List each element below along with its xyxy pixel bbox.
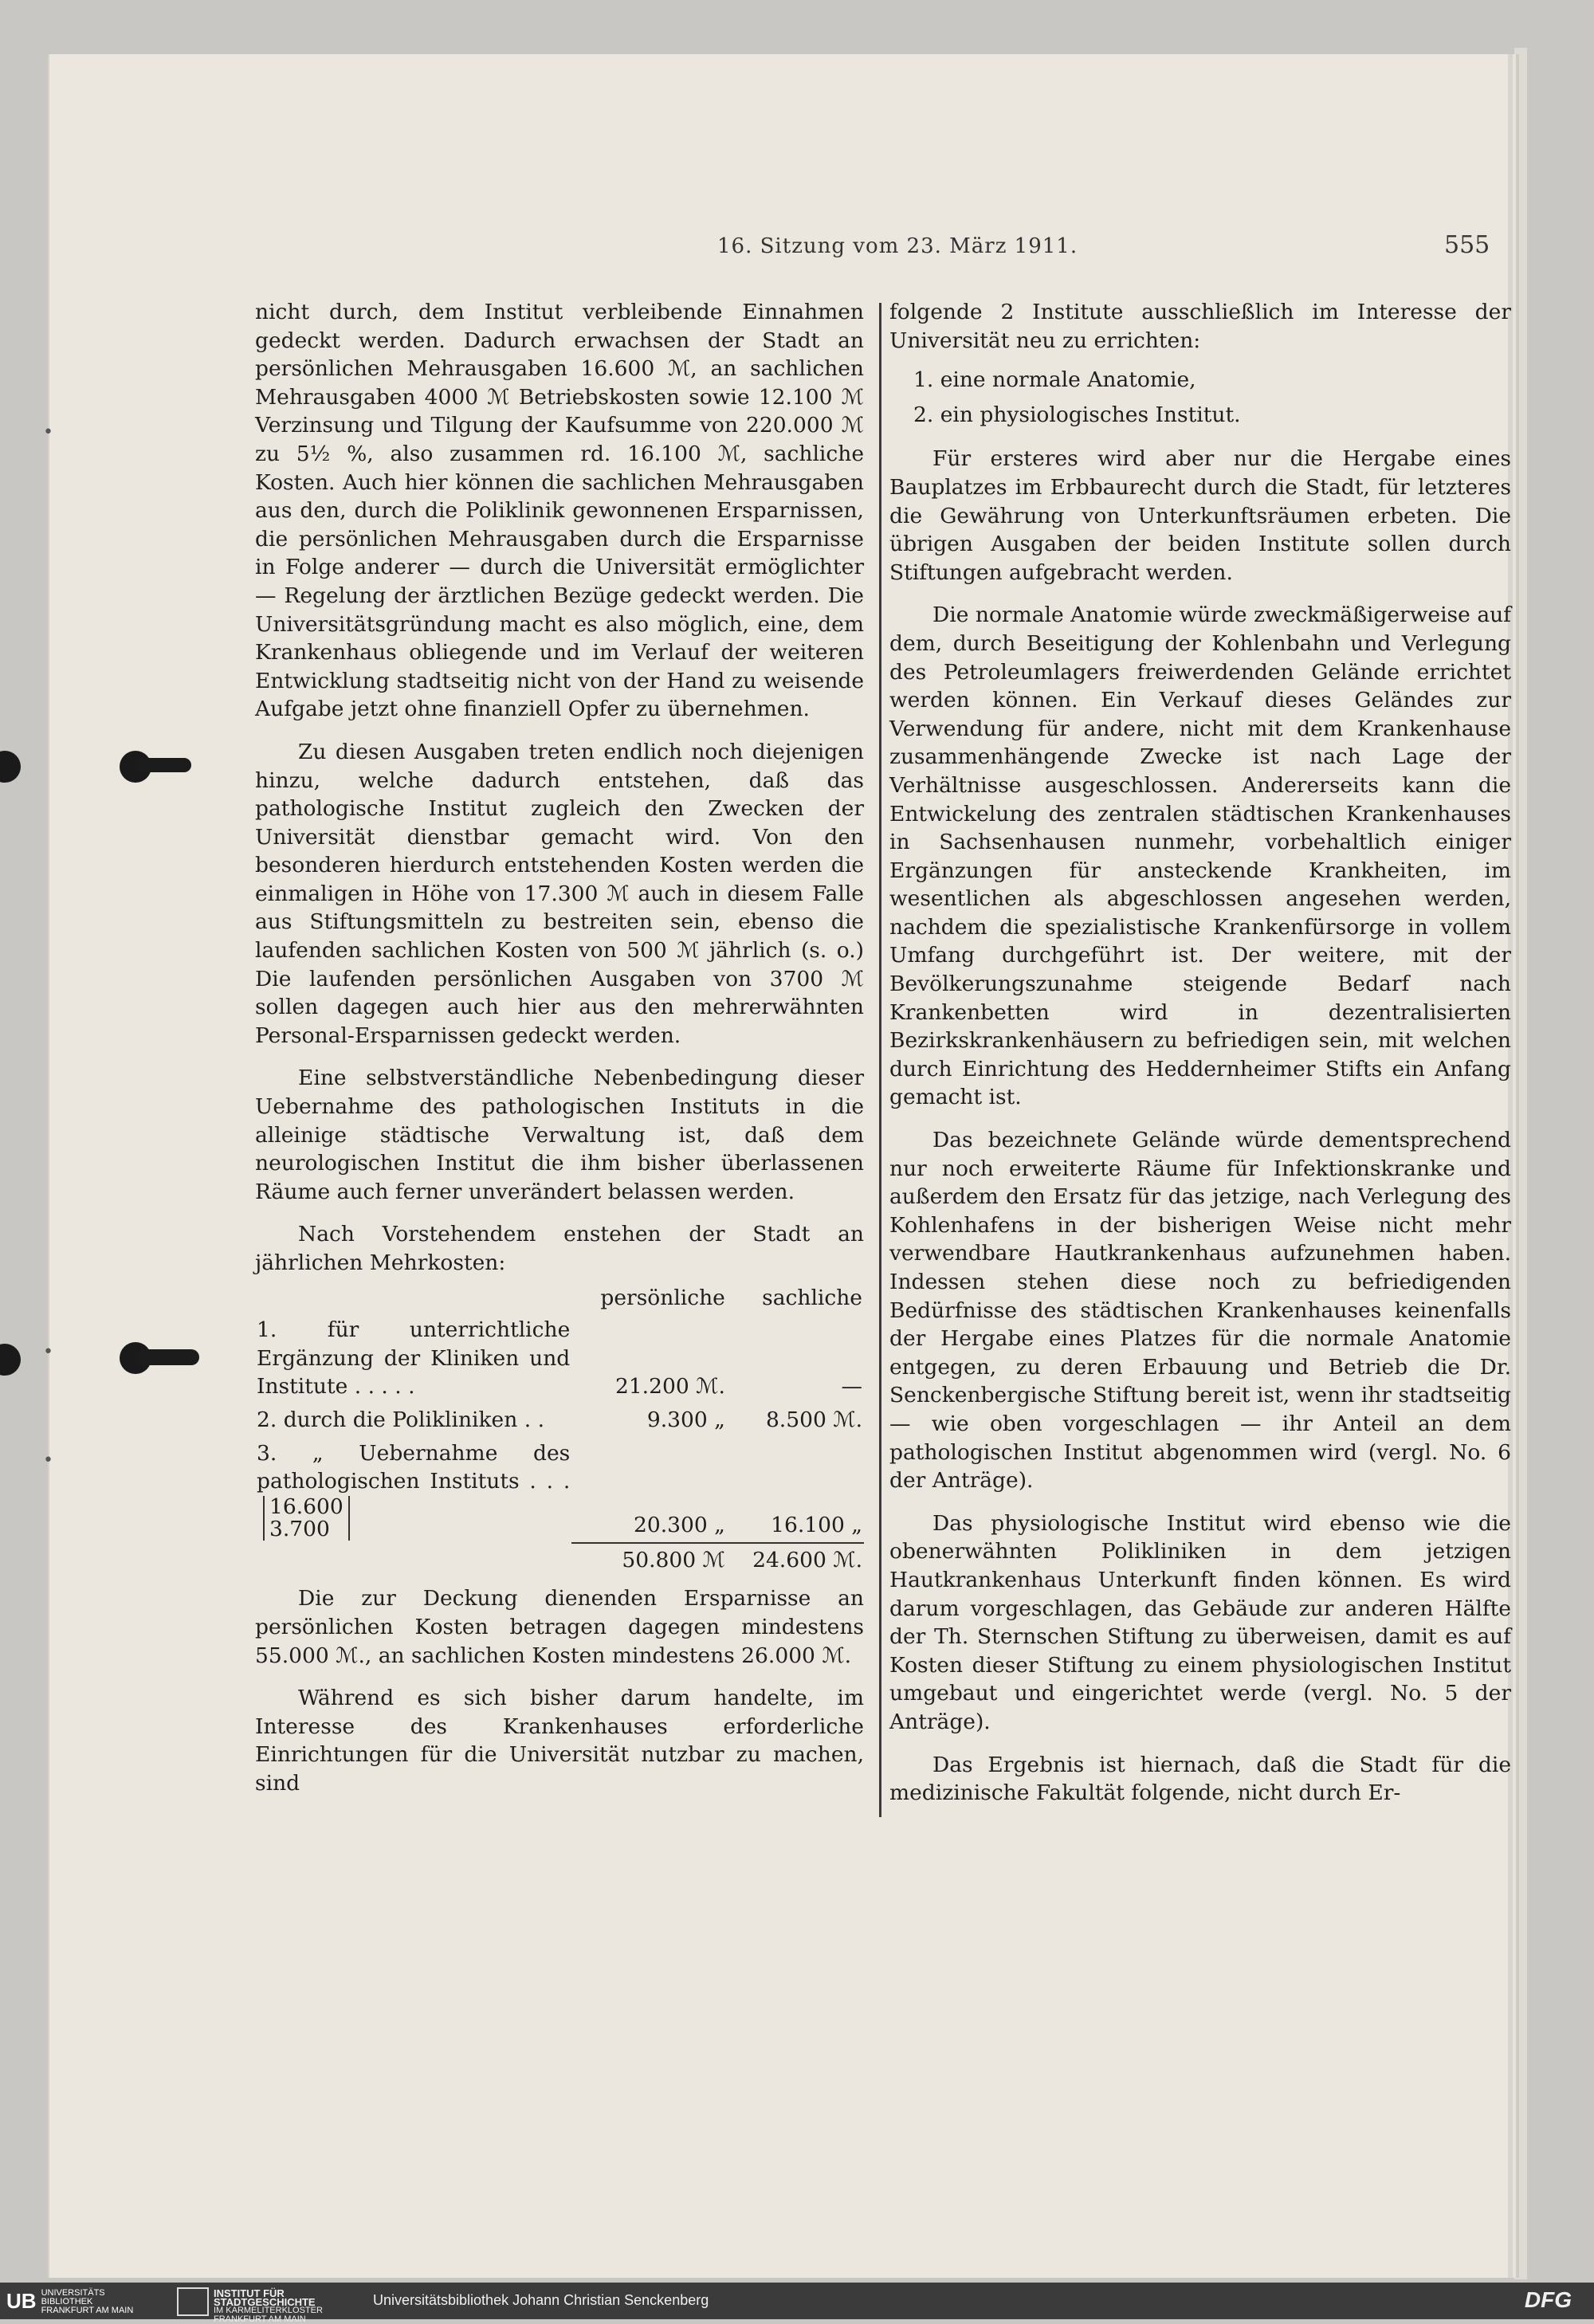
- paragraph: folgende 2 Institute ausschließlich im Interesse der Universität neu zu errichten:: [889, 300, 1511, 353]
- table-row: [255, 1313, 864, 1403]
- inner-value: 16.600: [269, 1494, 344, 1519]
- punch-hole-upper: [0, 751, 21, 783]
- paragraph: nicht durch, dem Institut verbleibende Einnahmen gedeckt werden. Dadurch erwachsen der Stadt an persönlichen Mehrausgaben 16.600 ℳ, an sachlichen Mehrausgaben 4000 ℳ Betriebskosten sowie 12.100 ℳ Verzinsung und Tilgung der Kaufsumme von 220.000 ℳ zu 5½ %, also zusammen rd. 16.100 ℳ, sachliche Kosten. Auch hier können die sachlichen Mehrausgaben aus den, durch die Poliklinik gewonnenen Ersparnissen, die persönlichen Mehrausgaben durch die Ersparnisse in Folge anderer — durch die Universität ermöglichter — Regelung der ärztlichen Bezüge gedeckt werden. Die Universitätsgründung macht es also möglich, eine, dem Krankenhaus obliegende und im Verlauf der weiteren Entwicklung stadtseitig nicht von der Hand zu weisende Aufgabe jetzt ohne finanziell Opfer zu übernehmen.: [255, 300, 864, 722]
- column-header-personal: persönliche: [600, 1285, 725, 1310]
- margin-tick: •: [43, 1451, 53, 1470]
- row-label: 2. durch die Polikliniken . .: [257, 1407, 544, 1432]
- inner-value: 3.700: [269, 1516, 330, 1541]
- cell-material: —: [841, 1374, 862, 1400]
- binder-slot-upper: [135, 758, 191, 772]
- margin-tick: •: [43, 422, 53, 442]
- binder-slot-lower: [135, 1349, 199, 1365]
- punch-hole-lower: [0, 1344, 21, 1376]
- isg-logo-icon[interactable]: [177, 2287, 209, 2316]
- paragraph: Die normale Anatomie würde zweckmäßigerweise auf dem, durch Beseitigung der Kohlenbahn und Verlegung des Petroleumlagers freiwerdenden Gelände errichtet werden können. Ein Verkauf dieses Geländes zur Verwendung für andere, nicht mit dem Krankenhause zusammenhängende Zwecke ist nach Lage der Verhältnisse ausgeschlossen. Andererseits kann die Entwickelung des zentralen städtischen Krankenhauses in Sachsenhausen nunmehr, vorbehaltlich einiger Ergänzungen für ansteckende Krankheiten, im wesentlichen als abgeschlossen angesehen werden, nachdem die spezialistische Krankenfürsorge in vollem Umfang durchgeführt ist. Der weitere, mit der Bevölkerungszunahme steigende Bedarf nach Krankenbetten wird in dezentralisierten Bezirkskrankenhäusern zu befriedigen sein, mit welchen durch Einrichtung des Heddernheimer Stifts ein Anfang gemacht ist.: [889, 603, 1511, 1110]
- paragraph: Die zur Deckung dienenden Ersparnisse an persönlichen Kosten betragen dagegen mindestens 55.000 ℳ., an sachlichen Kosten mindestens 26.000 ℳ.: [255, 1586, 864, 1668]
- row-label: 3. „ Uebernahme des pathologischen Instituts . . .: [257, 1440, 571, 1494]
- cell-material: 8.500 ℳ.: [765, 1407, 862, 1432]
- column-header-material: sachliche: [762, 1285, 862, 1310]
- list-item: 2. ein physiologisches Institut.: [913, 402, 1241, 427]
- paragraph: Für ersteres wird aber nur die Hergabe eines Bauplatzes im Erbbaurecht durch die Stadt, für letzteres die Gewährung von Unterkunftsräumen erbeten. Die übrigen Ausgaben der beiden Institute sollen durch Stiftungen aufgebracht werden.: [889, 446, 1511, 585]
- cell-personal: 9.300 „: [646, 1407, 725, 1432]
- table-row: [255, 1437, 864, 1543]
- paragraph: Eine selbstverständliche Nebenbedingung dieser Uebernahme des pathologischen Instituts in die alleinige städtische Verwaltung ist, daß dem neurologischen Institut die ihm bisher überlassenen Räume auch ferner unverändert belassen werden.: [255, 1066, 864, 1204]
- ub-logo-subtitle: UNIVERSITÄTS BIBLIOTHEK FRANKFURT AM MAIN: [41, 2288, 134, 2315]
- isg-logo-text: [214, 2289, 357, 2324]
- paragraph: Das physiologische Institut wird ebenso wie die obenerwähnten Polikliniken in dem jetzigen Hautkrankenhaus Unterkunft finden können. Es wird darum vorgeschlagen, das Gebäude zur anderen Hälfte der Th. Sternschen Stiftung zu überweisen, damit es auf Kosten dieser Stiftung zu einem physiologischen Institut umgebaut und eingerichtet werde (vergl. No. 5 der Anträge).: [889, 1510, 1511, 1734]
- sum-row: [255, 1543, 864, 1577]
- page-stack-edge: [1514, 48, 1527, 2279]
- page-number: 555: [1444, 231, 1490, 259]
- dfg-logo[interactable]: DFG: [1524, 2287, 1572, 2312]
- isg-title: INSTITUT FÜR STADTGESCHICHTE: [214, 2287, 316, 2308]
- right-column: [889, 298, 1511, 1808]
- paragraph: Nach Vorstehendem enstehen der Stadt an jährlichen Mehrkosten:: [255, 1222, 864, 1275]
- library-name[interactable]: Universitätsbibliothek Johann Christian Senckenberg: [373, 2292, 709, 2308]
- column-divider: [879, 303, 881, 1817]
- running-header: 16. Sitzung vom 23. März 1911.: [717, 234, 1078, 258]
- cell-personal: 21.200 ℳ.: [614, 1374, 725, 1400]
- inner-breakdown: [263, 1496, 350, 1541]
- paragraph: Das bezeichnete Gelände würde dementsprechend nur noch erweiterte Räume für Infektionskranke und außerdem den Ersatz für das jetzige, nach Verlegung des Kohlenhafens in der bisherigen Weise nicht mehr verwendbare Hautkrankenhaus aufzunehmen haben. Indessen stehen diese noch zu befriedigenden Bedürfnisse des städtischen Krankenhauses keinenfalls der Hergabe eines Platzes für die normale Anatomie entgegen, zu deren Erbauung und Betrieb die Dr. Senckenbergische Stiftung bereit ist, wenn ihr stadtseitig — wie oben vorgeschlagen — ihr Anteil an dem pathologischen Institut abgenommen wird (vergl. No. 6 der Anträge).: [889, 1128, 1511, 1494]
- ub-logo[interactable]: [6, 2289, 145, 2315]
- sum-personal: 50.800 ℳ: [571, 1543, 727, 1577]
- cell-personal: 20.300 „: [633, 1513, 725, 1538]
- list-item: 1. eine normale Anatomie,: [913, 367, 1196, 393]
- table-row: [255, 1403, 864, 1437]
- cell-material: 16.100 „: [771, 1513, 862, 1538]
- isg-subtitle: IM KARMELITERKLOSTER FRANKFURT AM MAIN: [214, 2306, 323, 2324]
- viewer-footer-bar: [0, 2283, 1594, 2324]
- left-column: [255, 298, 864, 1798]
- sum-material: 24.600 ℳ.: [727, 1543, 864, 1577]
- institute-list: [913, 366, 1511, 429]
- margin-tick: •: [43, 1342, 53, 1362]
- paragraph: Zu diesen Ausgaben treten endlich noch diejenigen hinzu, welche dadurch entstehen, daß das pathologische Institut zugleich den Zwecken der Universität dienstbar gemacht wird. Von den besonderen hierdurch entstehenden Kosten werden die einmaligen in Höhe von 17.300 ℳ auch in diesem Falle aus Stiftungsmitteln zu bestreiten sein, ebenso die laufenden sachlichen Kosten von 500 ℳ jährlich (s. o.) Die laufenden persönlichen Ausgaben von 3700 ℳ sollen dagegen auch hier aus den mehrerwähnten Personal-Ersparnissen gedeckt werden.: [255, 739, 864, 1048]
- paragraph: Während es sich bisher darum handelte, im Interesse des Krankenhauses erforderliche Einrichtungen für die Universität nutzbar zu machen, sind: [255, 1686, 864, 1796]
- cost-table: [255, 1282, 864, 1577]
- row-label: 1. für unterrichtliche Ergänzung der Kliniken und Institute . . . . .: [257, 1317, 571, 1400]
- paragraph: Das Ergebnis ist hiernach, daß die Stadt für die medizinische Fakultät folgende, nicht durch Er-: [889, 1752, 1511, 1806]
- ub-logo-text: UB: [6, 2289, 37, 2313]
